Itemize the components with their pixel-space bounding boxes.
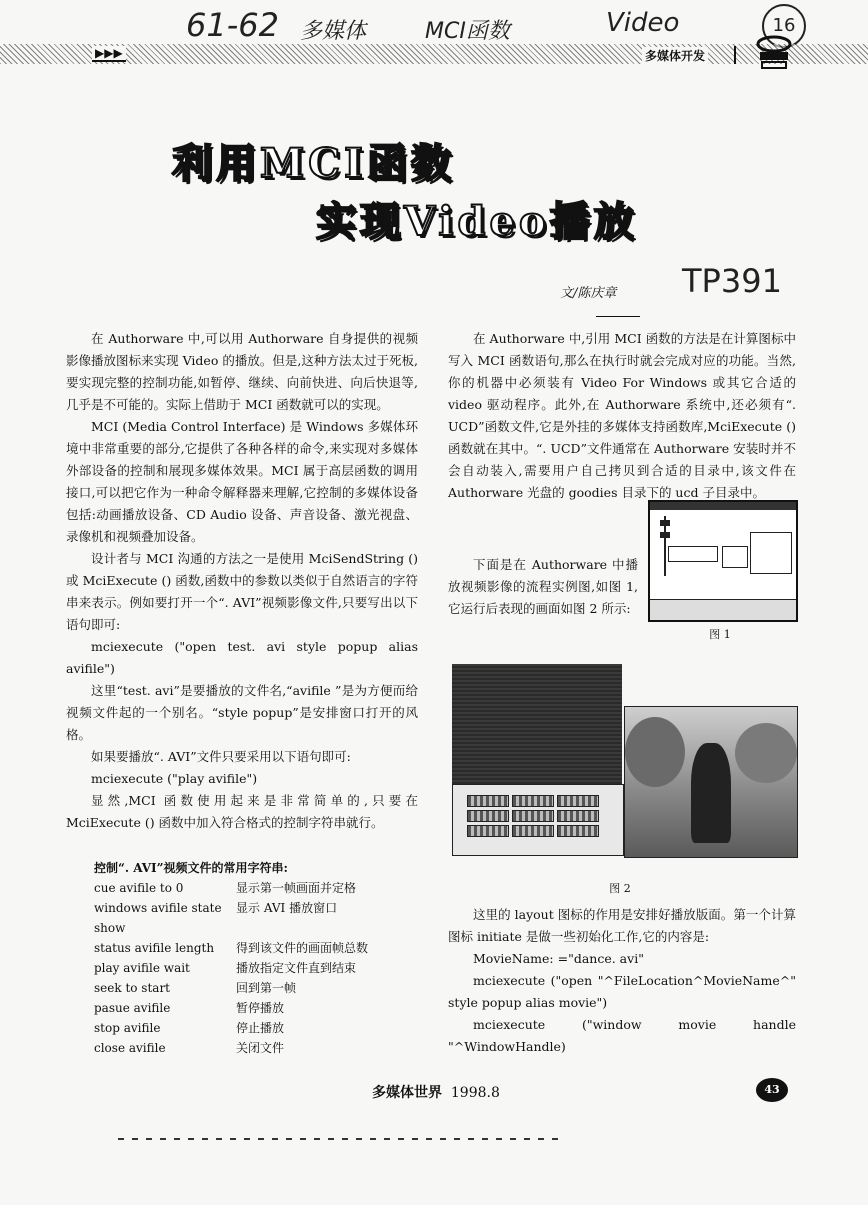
title-line-2: 实现Video播放 — [316, 198, 638, 245]
command-text: pasue avifile — [94, 1001, 171, 1015]
handwritten-class-number: TP391 — [682, 262, 782, 300]
video-dancer-figure — [691, 743, 731, 843]
command-row — [94, 998, 424, 1018]
left-paragraph-1: 在 Authorware 中,可以用 Authorware 自身提供的视频影像播放图标来实现 Video 的播放。但是,这种方法太过于死板,要实现完整的控制功能,如暂停、继续、向前快进、向后快退等,几乎是不可能的。实际上借助于 MCI 函数就可以的实现。 — [66, 331, 418, 412]
right-column-top — [448, 328, 796, 504]
right-code-open: mciexecute ("open "^FileLocation^MovieName^" style popup alias movie") — [448, 973, 796, 1010]
thumbnail — [467, 795, 509, 807]
command-row — [94, 938, 424, 958]
command-desc: 暂停播放 — [236, 1001, 285, 1015]
header-hatch-band — [0, 44, 868, 64]
thumbnail — [557, 795, 599, 807]
command-text: stop avifile — [94, 1021, 161, 1035]
footer-scan-noise — [118, 1138, 562, 1140]
command-text: status avifile length — [94, 941, 215, 955]
command-row — [94, 898, 424, 938]
left-paragraph-4: 这里“test. avi”是要播放的文件名,“avifile ”是为方便而给视频文件起的一个别名。“style popup”是安排窗口打开的风格。 — [66, 683, 418, 742]
handwritten-topic-mci: MCI函数 — [425, 19, 510, 44]
footer-issue: 1998.8 — [450, 1085, 500, 1101]
video-tree-shape — [735, 723, 797, 783]
right-column-mid — [448, 554, 638, 620]
command-table — [94, 858, 424, 1058]
figure-1-panel — [750, 532, 792, 574]
byline-underline — [596, 316, 640, 317]
thumbnail — [467, 825, 509, 837]
left-paragraph-6: 显然,MCI 函数使用起来是非常简单的,只要在 MciExecute () 函数中加入符合格式的控制字符串就行。 — [66, 793, 418, 830]
figure-1-branch — [722, 546, 748, 568]
circled-number-text: 16 — [772, 15, 796, 36]
header-divider — [734, 46, 736, 64]
right-code-window: mciexecute ("window movie handle "^WindowHandle) — [448, 1017, 796, 1054]
figure-2-thumbnails — [467, 795, 609, 837]
left-paragraph-3: 设计者与 MCI 沟通的方法之一是使用 MciSendString () 或 MciExecute () 函数,函数中的参数以类似于自然语言的字符串来表示。例如要打开一个“. AVI”视频影像文件,只要写出以下语句即可: — [66, 551, 418, 632]
handwritten-pages: 61-62 — [186, 6, 279, 44]
figure-1 — [648, 500, 798, 622]
thumbnail — [512, 825, 554, 837]
right-paragraph-3: 这里的 layout 图标的作用是安排好播放版面。第一个计算图标 initiate 是做一些初始化工作,它的内容是: — [448, 907, 796, 944]
command-row — [94, 978, 424, 998]
title-line-1: 利用MCI函数 — [172, 140, 455, 187]
right-paragraph-1a: 在 Authorware 中,引用 MCI 函数的方法是在计算图标中写入 MCI 函数语句,那么在执行时就会完成对应的功能。当然,你的机器中必须装有 Video For Windows 或其它合适的 video 驱动程序。此外,在 Authorware 系统中,还必须有“. UCD”函数文件,它是外挂的多媒体支持函数库,MciExecute () 函数就在其中。“. UCD”文件通常在 Authorware 安装时并不会自动装入,需要用户自己拷贝到合适的目录中,该文件在 Authorware 光盘的 goodies 目录下的 ucd 子目录中。 — [448, 331, 796, 500]
right-paragraph-2: 下面是在 Authorware 中播放视频影像的流程实例图,如图 1,它运行后表现的画面如图 2 所示: — [448, 557, 638, 616]
thumbnail — [557, 810, 599, 822]
handwritten-topic-multimedia: 多媒体 — [300, 19, 367, 44]
video-tree-shape — [625, 717, 685, 787]
thumbnail — [557, 825, 599, 837]
command-desc: 显示 AVI 播放窗口 — [236, 901, 338, 915]
command-table-heading: 控制“. AVI”视频文件的常用字符串: — [94, 861, 288, 875]
command-text: seek to start — [94, 981, 171, 995]
right-column-bottom — [448, 904, 796, 1058]
header-section-label: 多媒体开发 — [642, 47, 708, 64]
footer-page-badge — [756, 1078, 788, 1102]
thumbnail — [512, 795, 554, 807]
command-desc: 停止播放 — [236, 1021, 285, 1035]
figure-2-dark-window — [452, 664, 622, 784]
left-code-open: mciexecute ("open test. avi style popup alias avifile") — [66, 639, 418, 676]
footer-magazine-name: 多媒体世界 — [372, 1085, 442, 1101]
right-code-moviename: MovieName: ="dance. avi" — [473, 951, 644, 966]
figure-1-icon — [660, 532, 670, 538]
footer-magazine — [372, 1082, 500, 1102]
header-arrows: ▶▶▶ — [92, 46, 126, 62]
command-row — [94, 1018, 424, 1038]
command-desc: 得到该文件的画面帧总数 — [236, 941, 369, 955]
left-paragraph-5: 如果要播放“. AVI”文件只要采用以下语句即可: — [91, 749, 351, 764]
figure-1-statusbar — [650, 599, 796, 620]
thumbnail — [512, 810, 554, 822]
figure-2-video-frame — [624, 706, 798, 858]
byline: 文/陈庆章 — [560, 286, 617, 301]
command-text: windows avifile state show — [94, 901, 222, 935]
header-logo-icon — [752, 32, 796, 72]
figure-1-icon — [660, 520, 670, 526]
command-row — [94, 878, 424, 898]
figure-1-caption: 图 1 — [709, 628, 731, 641]
figure-2-caption: 图 2 — [609, 882, 631, 895]
figure-1-branch — [668, 546, 718, 562]
command-text: close avifile — [94, 1041, 166, 1055]
thumbnail — [467, 810, 509, 822]
command-row — [94, 1038, 424, 1058]
command-row — [94, 958, 424, 978]
left-paragraph-2: MCI (Media Control Interface) 是 Windows 多媒体环境中非常重要的部分,它提供了各种各样的命令,来实现对多媒体外部设备的控制和展现多媒体效果。MCI 属于高层函数的调用接口,可以把它作为一种命令解释器来理解,它控制的多媒体设备包括:动画播放设备、CD Audio 设备、声音设备、激光视盘、录像机和视频叠加设备。 — [66, 419, 418, 544]
command-desc: 回到第一帧 — [236, 981, 297, 995]
handwritten-topic-video: Video — [606, 8, 680, 38]
command-desc: 播放指定文件直到结束 — [236, 961, 357, 975]
command-text: play avifile wait — [94, 961, 190, 975]
command-desc: 关闭文件 — [236, 1041, 285, 1055]
footer-page-number: 43 — [764, 1083, 780, 1096]
command-text: cue avifile to 0 — [94, 881, 184, 895]
left-column — [66, 328, 418, 834]
figure-2-control-panel — [452, 784, 624, 856]
figure-1-titlebar — [650, 502, 796, 510]
command-desc: 显示第一帧画面并定格 — [236, 881, 357, 895]
left-code-play: mciexecute ("play avifile") — [91, 771, 258, 786]
